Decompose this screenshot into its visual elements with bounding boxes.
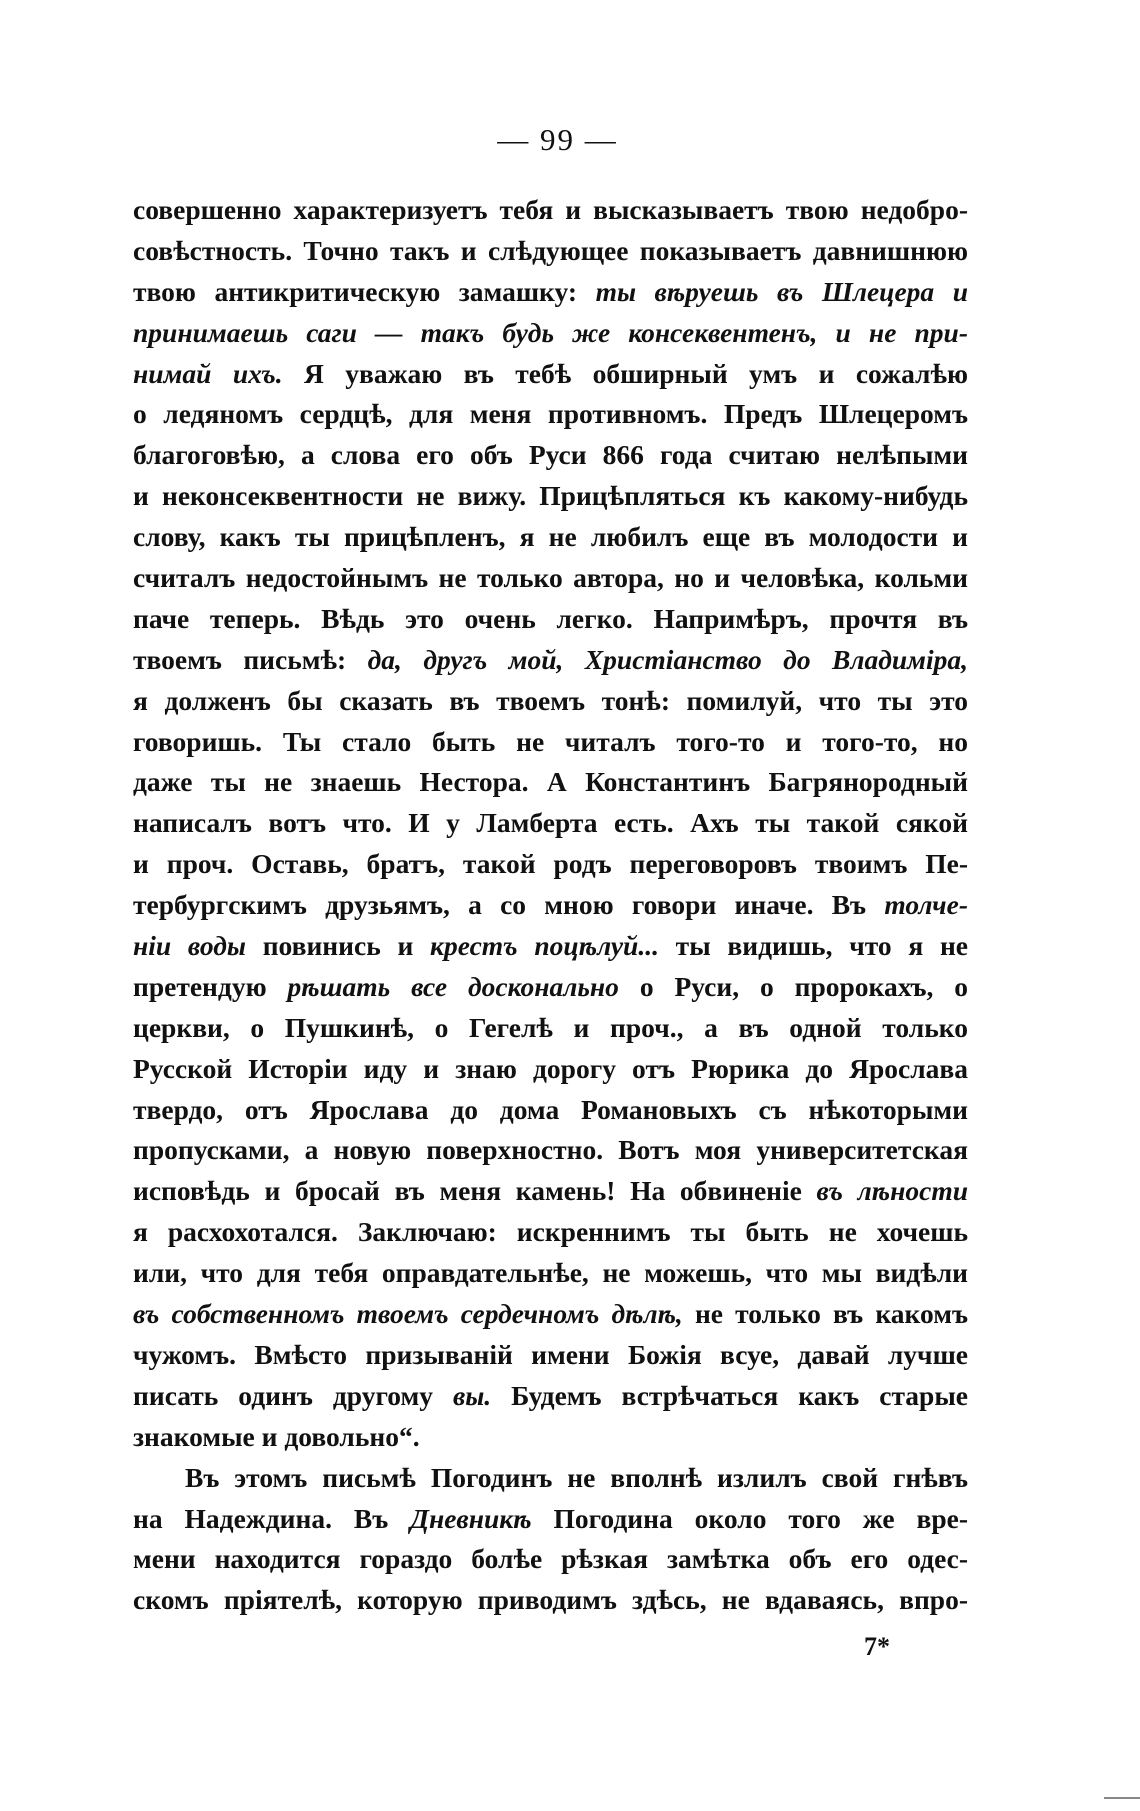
text-segment: твоемъ письмѣ: (133, 643, 368, 675)
text-line (133, 231, 968, 272)
text-segment: твою антикритическую замашку: (133, 275, 596, 307)
text-segment: мени находится гораздо болѣе рѣзкая замѣтка объ его одес- (133, 1543, 968, 1575)
text-segment: считалъ недостойнымъ не только автора, но и человѣка, кольми (133, 562, 968, 594)
italic-text-segment: нимай ихъ. (133, 357, 283, 389)
text-line (133, 435, 968, 476)
text-segment: слову, какъ ты прицѣпленъ, я не любилъ еще въ молодости и (133, 521, 968, 553)
italic-text-segment: ты вѣруешь въ Шлецера и (595, 275, 968, 307)
text-line (133, 1335, 968, 1376)
text-segment: благоговѣю, а слова его объ Руси 866 года считаю нелѣпыми (133, 439, 968, 471)
text-segment: Погодина около того же вре- (531, 1502, 968, 1534)
text-line (133, 1294, 968, 1335)
text-segment: знакомые и довольно“. (133, 1420, 420, 1452)
text-segment: твердо, отъ Ярослава до дома Романовыхъ съ нѣкоторыми (133, 1093, 968, 1125)
text-line (133, 1499, 968, 1540)
italic-text-segment: крестъ поцѣлуй... (430, 930, 659, 962)
italic-text-segment: въ собственномъ твоемъ сердечномъ дѣлѣ, (133, 1298, 683, 1330)
text-line (133, 1539, 968, 1580)
text-segment: и проч. Оставь, братъ, такой родъ переговоровъ твоимъ Пе- (133, 848, 968, 880)
text-segment: не только въ какомъ (682, 1298, 968, 1330)
italic-text-segment: въ лѣности (816, 1175, 968, 1207)
text-line (133, 394, 968, 435)
text-line (133, 885, 968, 926)
text-line (133, 1049, 968, 1090)
text-segment: я расхохотался. Заключаю: искреннимъ ты быть не хочешь (133, 1216, 968, 1248)
text-line (133, 967, 968, 1008)
italic-text-segment: да, другъ мой, Христіанство до Владиміра, (367, 643, 968, 675)
text-segment: Я уважаю въ тебѣ обширный умъ и сожалѣю (282, 357, 968, 389)
text-line (133, 1376, 968, 1417)
text-line (133, 762, 968, 803)
text-segment: писать одинъ другому (133, 1379, 453, 1411)
text-line (133, 1212, 968, 1253)
text-segment: даже ты не знаешь Нестора. А Константинъ Багрянородный (133, 766, 968, 798)
text-segment: Русской Исторіи иду и знаю дорогу отъ Рюрика до Ярослава (133, 1052, 968, 1084)
text-line (133, 190, 968, 231)
text-segment: повинись и (245, 930, 431, 962)
text-line (133, 272, 968, 313)
text-line (133, 1580, 968, 1621)
text-segment: Въ этомъ письмѣ Погодинъ не вполнѣ излилъ свой гнѣвъ (185, 1461, 968, 1493)
text-segment: совѣстность. Точно такъ и слѣдующее показываетъ давнишнюю (133, 234, 968, 266)
text-line (133, 354, 968, 395)
text-segment: паче теперь. Вѣдь это очень легко. Напримѣръ, прочтя въ (133, 602, 968, 634)
text-segment: Будемъ встрѣчаться какъ старые (491, 1379, 968, 1411)
text-line (133, 1458, 968, 1499)
text-line (133, 803, 968, 844)
text-segment: или, что для тебя оправдательнѣе, не можешь, что мы видѣли (133, 1257, 968, 1289)
text-segment: пропусками, а новую поверхностно. Вотъ моя университетская (133, 1134, 968, 1166)
text-segment: написалъ вотъ что. И у Ламберта есть. Ахъ ты такой сякой (133, 807, 968, 839)
text-segment: тербургскимъ друзьямъ, а со мною говори иначе. Въ (133, 889, 885, 921)
text-segment: исповѣдь и бросай въ меня камень! На обвиненіе (133, 1175, 817, 1207)
text-line (133, 558, 968, 599)
italic-text-segment: рѣшать все досконально (287, 970, 619, 1002)
text-line (133, 517, 968, 558)
text-line (133, 722, 968, 763)
text-line (133, 844, 968, 885)
page-number: — 99 — (497, 122, 618, 157)
text-segment: о Руси, о пророкахъ, о (618, 970, 968, 1002)
text-segment: ты видишь, что я не (658, 930, 968, 962)
text-line (133, 599, 968, 640)
text-line (133, 1008, 968, 1049)
page-edge-mark (1104, 1797, 1140, 1799)
text-segment: и неконсеквентности не вижу. Прицѣпляться къ какому-нибудь (133, 480, 968, 512)
body-text (133, 190, 968, 1621)
text-segment: церкви, о Пушкинѣ, о Гегелѣ и проч., а въ одной только (133, 1011, 968, 1043)
italic-text-segment: вы. (452, 1379, 492, 1411)
italic-text-segment: толче- (884, 889, 968, 921)
italic-text-segment: ніи воды (133, 930, 246, 962)
text-line (133, 681, 968, 722)
italic-text-segment: Дневникѣ (410, 1502, 532, 1534)
text-segment: говоришь. Ты стало быть не читалъ того-то и того-то, но (133, 725, 968, 757)
text-line (133, 1090, 968, 1131)
text-segment: совершенно характеризуетъ тебя и высказываетъ твою недобро- (133, 194, 968, 225)
signature-mark: 7* (864, 1632, 890, 1661)
italic-text-segment: принимаешь саги — такъ будь же консеквентенъ, и не при- (133, 316, 968, 348)
text-segment: о ледяномъ сердцѣ, для меня противномъ. Предъ Шлецеромъ (133, 398, 968, 430)
text-line (133, 1130, 968, 1171)
text-line (133, 640, 968, 681)
text-line (133, 926, 968, 967)
text-line (133, 313, 968, 354)
text-line (133, 1417, 968, 1458)
text-segment: на Надеждина. Въ (133, 1502, 411, 1534)
text-segment: претендую (133, 970, 288, 1002)
text-line (133, 1171, 968, 1212)
text-segment: я долженъ бы сказать въ твоемъ тонѣ: помилуй, что ты это (133, 684, 968, 716)
text-line (133, 476, 968, 517)
text-line (133, 1253, 968, 1294)
text-segment: скомъ пріятелѣ, которую приводимъ здѣсь, не вдаваясь, впро- (133, 1584, 968, 1616)
text-segment: чужомъ. Вмѣсто призываній имени Божія всуе, давай лучше (133, 1338, 968, 1370)
